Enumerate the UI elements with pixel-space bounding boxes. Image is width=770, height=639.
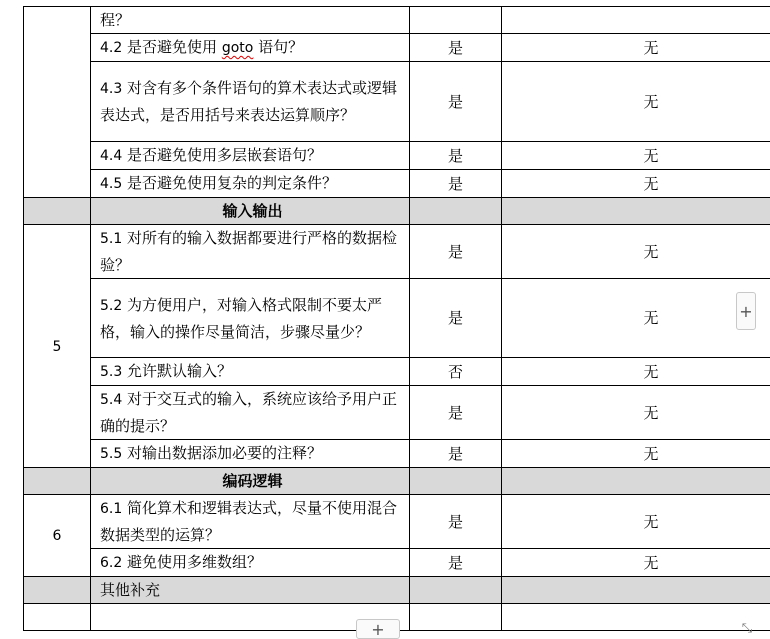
section-header-row (24, 468, 770, 495)
item-number: 5.4 (100, 392, 123, 408)
note-text: 无 (643, 146, 659, 165)
table-row (24, 34, 770, 62)
item-number: 6.2 (100, 555, 123, 571)
answer-text: 是 (447, 512, 463, 531)
item-cell[interactable] (91, 225, 410, 279)
add-row-button[interactable] (356, 619, 400, 639)
table-row (24, 358, 770, 386)
item-cell[interactable] (91, 358, 410, 386)
item-text: 对所有的输入数据都要进行严格的数据检验？ (100, 229, 398, 274)
spellcheck-word: goto (221, 40, 254, 56)
resize-icon: ⤡ (741, 620, 753, 636)
item-cell[interactable] (91, 279, 410, 358)
section-header-row (24, 198, 770, 225)
section-blank-cell[interactable] (410, 198, 502, 225)
note-cell[interactable] (502, 225, 770, 279)
table-row (24, 170, 770, 198)
note-text: 无 (643, 403, 659, 422)
table-row (24, 549, 770, 577)
note-cell[interactable] (502, 34, 770, 62)
group-number: 6 (52, 528, 62, 544)
item-text: 对于交互式的输入，系统应该给予用户正确的提示？ (100, 390, 398, 435)
note-text: 无 (643, 38, 659, 57)
note-cell[interactable] (502, 440, 770, 468)
answer-text: 是 (447, 146, 463, 165)
answer-text: 否 (447, 362, 463, 381)
table-resize-handle[interactable] (738, 619, 756, 637)
blank-cell[interactable] (410, 604, 502, 631)
table-row (24, 142, 770, 170)
item-number: 6.1 (100, 501, 123, 517)
item-cell[interactable] (91, 7, 410, 34)
item-cell[interactable] (91, 386, 410, 440)
note-text: 无 (643, 553, 659, 572)
note-cell[interactable] (502, 495, 770, 549)
table-row (24, 7, 770, 34)
item-number: 4.2 (100, 40, 123, 56)
other-label-cell[interactable] (91, 577, 410, 604)
answer-text: 是 (447, 174, 463, 193)
answer-cell[interactable] (410, 358, 502, 386)
section-blank-cell[interactable] (410, 468, 502, 495)
item-number: 4.3 (100, 81, 123, 97)
section-blank-cell[interactable] (24, 577, 91, 604)
note-cell[interactable] (502, 549, 770, 577)
blank-cell[interactable] (502, 604, 770, 631)
item-text: 是否避免使用 (122, 38, 222, 56)
section-blank-cell[interactable] (24, 468, 91, 495)
section-title: 编码逻辑 (222, 472, 283, 490)
item-number: 4.4 (100, 148, 123, 164)
item-text: 简化算术和逻辑表达式，尽量不使用混合数据类型的运算？ (100, 499, 398, 544)
note-cell[interactable] (502, 170, 770, 198)
group-number-cell[interactable] (24, 495, 91, 577)
table-row (24, 495, 770, 549)
note-cell[interactable] (502, 386, 770, 440)
other-section-row (24, 577, 770, 604)
note-cell[interactable] (502, 142, 770, 170)
item-text: 避免使用多维数组？ (122, 553, 263, 571)
item-cell[interactable] (91, 495, 410, 549)
answer-cell[interactable] (410, 142, 502, 170)
item-cell[interactable] (91, 34, 410, 62)
note-text: 无 (643, 174, 659, 193)
item-number: 5.5 (100, 446, 123, 462)
group-number-cell[interactable] (24, 7, 91, 198)
answer-text: 是 (447, 242, 463, 261)
answer-cell[interactable] (410, 279, 502, 358)
answer-text: 是 (447, 444, 463, 463)
answer-cell[interactable] (410, 7, 502, 34)
answer-cell[interactable] (410, 549, 502, 577)
answer-cell[interactable] (410, 62, 502, 142)
section-title: 输入输出 (222, 202, 283, 220)
blank-cell[interactable] (24, 604, 91, 631)
section-blank-cell[interactable] (502, 468, 770, 495)
table-row (24, 225, 770, 279)
note-cell[interactable] (502, 279, 770, 358)
item-number: 5.2 (100, 297, 123, 314)
item-cell[interactable] (91, 170, 410, 198)
item-text: 程？ (100, 11, 131, 29)
note-text: 无 (643, 309, 659, 327)
plus-icon: + (371, 619, 385, 639)
group-number-cell[interactable] (24, 225, 91, 468)
note-cell[interactable] (502, 7, 770, 34)
note-text: 无 (643, 92, 659, 111)
table-row (24, 386, 770, 440)
answer-cell[interactable] (410, 386, 502, 440)
note-cell[interactable] (502, 358, 770, 386)
table-row (24, 279, 770, 358)
group-number: 5 (52, 338, 62, 355)
answer-cell[interactable] (410, 225, 502, 279)
section-blank-cell[interactable] (502, 577, 770, 604)
section-blank-cell[interactable] (24, 198, 91, 225)
answer-text: 是 (447, 38, 463, 57)
section-title-cell[interactable] (91, 468, 410, 495)
item-cell[interactable] (91, 440, 410, 468)
item-text: 对含有多个条件语句的算术表达式或逻辑表达式，是否用括号来表达运算顺序？ (100, 79, 398, 124)
add-column-button[interactable] (736, 292, 756, 330)
section-title-cell[interactable] (91, 198, 410, 225)
item-cell[interactable] (91, 549, 410, 577)
note-text: 无 (643, 362, 659, 381)
answer-text: 是 (447, 553, 463, 572)
item-text: 是否避免使用多层嵌套语句？ (122, 146, 323, 164)
table-row (24, 62, 770, 142)
answer-text: 是 (447, 92, 463, 111)
item-text: 允许默认输入？ (122, 362, 233, 380)
answer-cell[interactable] (410, 440, 502, 468)
section-blank-cell[interactable] (410, 577, 502, 604)
other-label: 其他补充 (100, 581, 161, 599)
section-blank-cell[interactable] (502, 198, 770, 225)
table-row (24, 440, 770, 468)
item-number: 5.1 (100, 231, 123, 247)
item-number: 5.3 (100, 364, 123, 380)
answer-cell[interactable] (410, 34, 502, 62)
note-cell[interactable] (502, 62, 770, 142)
answer-text: 是 (447, 403, 463, 422)
item-cell[interactable] (91, 142, 410, 170)
item-text: 语句？ (253, 38, 304, 56)
answer-cell[interactable] (410, 495, 502, 549)
answer-text: 是 (447, 309, 463, 327)
note-text: 无 (643, 242, 659, 261)
item-text: 是否避免使用复杂的判定条件？ (122, 174, 338, 192)
item-text: 对输出数据添加必要的注释？ (122, 444, 323, 462)
note-text: 无 (643, 444, 659, 463)
checklist-table (23, 6, 770, 631)
answer-cell[interactable] (410, 170, 502, 198)
item-cell[interactable] (91, 62, 410, 142)
plus-icon: + (739, 301, 753, 321)
item-number: 4.5 (100, 176, 123, 192)
item-text: 为方便用户，对输入格式限制不要太严格，输入的操作尽量简洁，步骤尽量少？ (100, 295, 383, 341)
note-text: 无 (643, 512, 659, 531)
